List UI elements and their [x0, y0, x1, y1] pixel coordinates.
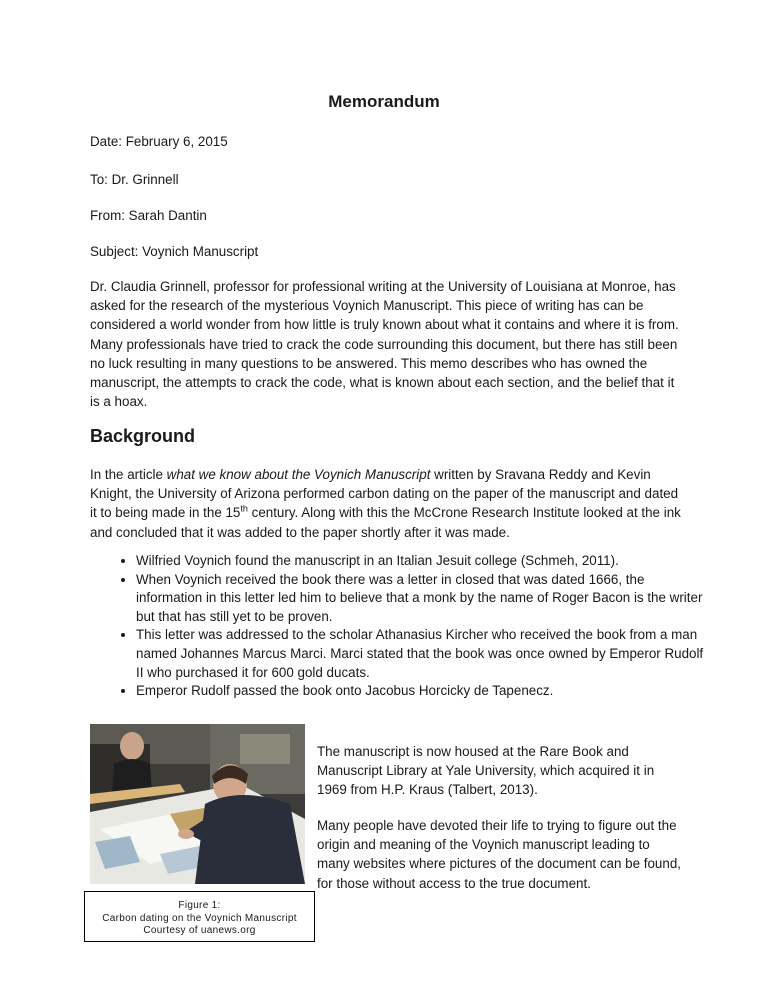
figure-label: Figure 1:	[178, 900, 221, 911]
figure-credit: Courtesy of uanews.org	[143, 925, 256, 936]
devotion-paragraph: Many people have devoted their life to trying to figure out the origin and meaning of the Voynich manuscript leading to many websites where pictures of the document can be found, for those without access to the true document.	[317, 818, 681, 891]
to-line: To: Dr. Grinnell	[90, 172, 179, 187]
date-line: Date: February 6, 2015	[90, 134, 228, 149]
background-text-1: In the article	[90, 467, 167, 482]
manuscript-location-paragraph: The manuscript is now housed at the Rare Book and Manuscript Library at Yale University, which acquired it in 1969 from H.P. Kraus (Talbert, 2013).	[317, 744, 655, 798]
background-paragraph	[90, 465, 682, 542]
background-text-3: century. Along with this the McCrone Research Institute looked at the ink and concluded that it was added to the paper shortly after it was made.	[90, 505, 681, 540]
memo-title: Memorandum	[328, 92, 440, 111]
article-title: what we know about the Voynich Manuscript	[166, 467, 431, 482]
lab-photo-illustration	[90, 724, 305, 884]
ownership-bullet-list	[112, 552, 706, 701]
bullet-item: • Emperor Rudolf passed the book onto Jacobus Horcicky de Tapenecz.	[136, 682, 706, 701]
from-line: From: Sarah Dantin	[90, 208, 207, 223]
figure-description: Carbon dating on the Voynich Manuscript	[102, 912, 297, 924]
bullet-item: • Wilfried Voynich found the manuscript in an Italian Jesuit college (Schmeh, 2011).	[136, 552, 706, 571]
intro-paragraph: Dr. Claudia Grinnell, professor for professional writing at the University of Louisiana at Monroe, has asked for the research of the mysterious Voynich Manuscript. This piece of writing has can be considered a world wonder from how little is truly known about what it contains and where it is from. Many professionals have tried to crack the code surrounding this document, but there has still been no luck resulting in many questions to be answered. This memo describes who has owned the manuscript, the attempts to crack the code, what is known about each section, and the belief that it is a hoax.	[90, 279, 679, 410]
background-heading: Background	[90, 426, 196, 446]
background-text-2: written by Sravana Reddy and Kevin Knight, the University of Arizona performed carbon dating on the paper of the manuscript and dated it to being made in the 15	[90, 467, 679, 521]
century-superscript: th	[240, 503, 248, 514]
carbon-dating-photo	[90, 724, 305, 884]
bullet-item: • This letter was addressed to the scholar Athanasius Kircher who received the book from a man named Johannes Marcus Marci. Marci stated that the book was once owned by Emperor Rudolf II who purchased it for 600 gold ducats.	[136, 626, 706, 682]
subject-line: Subject: Voynich Manuscript	[90, 244, 259, 259]
figure-caption	[84, 891, 315, 942]
bullet-item: • When Voynich received the book there was a letter in closed that was dated 1666, the information in this letter led him to believe that a monk by the name of Roger Bacon is the writer but that has still yet to be proven.	[136, 571, 706, 627]
